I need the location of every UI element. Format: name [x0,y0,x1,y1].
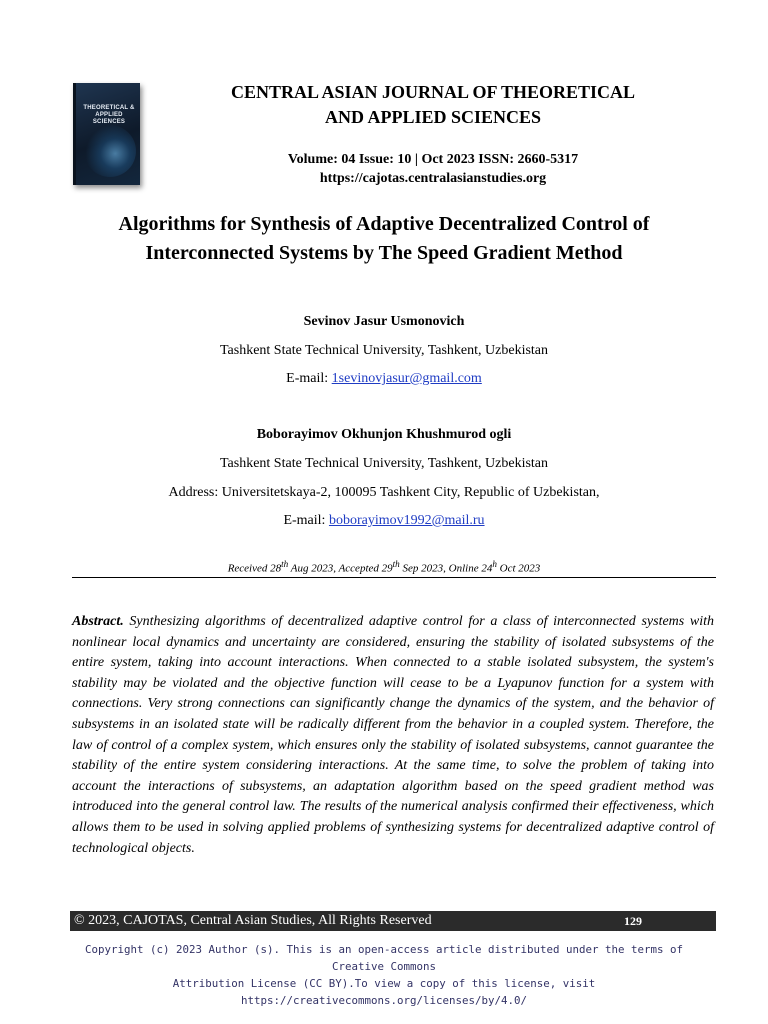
author-2-address: Address: Universitetskaya-2, 100095 Tashkent City, Republic of Uzbekistan, [168,485,600,500]
abstract-label: Abstract. [72,614,124,629]
received-dates: Received 28th Aug 2023, Accepted 29th Sep 2023, Online 24$^h$ Oct 2023 [227,559,541,575]
author-2-affiliation: Tashkent State Technical University, Tashkent, Uzbekistan [219,456,549,471]
journal-cover-image [73,83,140,185]
author-1-name: Sevinov Jasur Usmonovich [303,314,465,329]
abstract [72,612,714,859]
page-number: 129 [624,914,642,928]
footer-copyright: © 2023, CAJOTAS, Central Asian Studies, All Rights Reserved [74,913,432,928]
paper-title: Algorithms for Synthesis of Adaptive Decentralized Control of Interconnected Systems by The Speed Gradient Method [118,213,650,264]
journal-url[interactable]: https://cajotas.centralasianstudies.org [319,171,547,186]
cover-swirl-graphic [84,125,136,177]
footer-bar [70,911,716,931]
author-1-affiliation: Tashkent State Technical University, Tashkent, Uzbekistan [219,343,549,358]
volume-issue-issn: Volume: 04 Issue: 10 | Oct 2023 ISSN: 2660-5317 [287,152,579,167]
header-divider [72,577,716,578]
abstract-text: Synthesizing algorithms of decentralized adaptive control for a class of interconnected systems with nonlinear local dynamics and uncertainty are considered, ensuring the stability of isolated subsystems of the entire system, taking into account interactions. When connected to a stable isolated subsystem, the system's stability may be violated and the objective function will cease to be a Lyapunov function for a system with connections. Very strong connections can significantly change the dynamics of the system, and the behavior of subsystems in an isolated state will be radically different from the behavior in a coupled system. Therefore, the law of control of a complex system, which ensures only the stability of isolated subsystems, cannot guarantee the stability of the entire system considering interactions. At the same time, to solve the problem of taking into account the interactions of subsystems, an adaptation algorithm based on the speed gradient method was introduced into the general control law. The results of the numerical analysis confirmed their effectiveness, which allows them to be used in solving applied problems of synthesizing systems for decentralized adaptive control of technological objects. [72,614,714,856]
cover-title: THEORETICAL & APPLIED SCIENCES [83,105,135,125]
journal-volume-info [150,150,716,188]
license-notice: Copyright (c) 2023 Author (s). This is an open-access article distributed under the terms of Creative Commons Attribution License (CC BY).To view a copy of this license, visit https://creativecommons.org/licenses/by/4.0/ [84,943,684,1007]
author-1-email-link[interactable]: 1sevinovjasur@gmail.com [331,371,482,386]
author-2-email-line: E-mail: boborayimov1992@mail.ru [283,513,485,528]
journal-name: CENTRAL ASIAN JOURNAL OF THEORETICAL AND APPLIED SCIENCES [230,82,636,127]
author-2-email-link[interactable]: boborayimov1992@mail.ru [328,513,485,528]
author-2-name: Boborayimov Okhunjon Khushmurod ogli [256,427,512,442]
author-1-email-line: E-mail: 1sevinovjasur@gmail.com [286,371,482,386]
